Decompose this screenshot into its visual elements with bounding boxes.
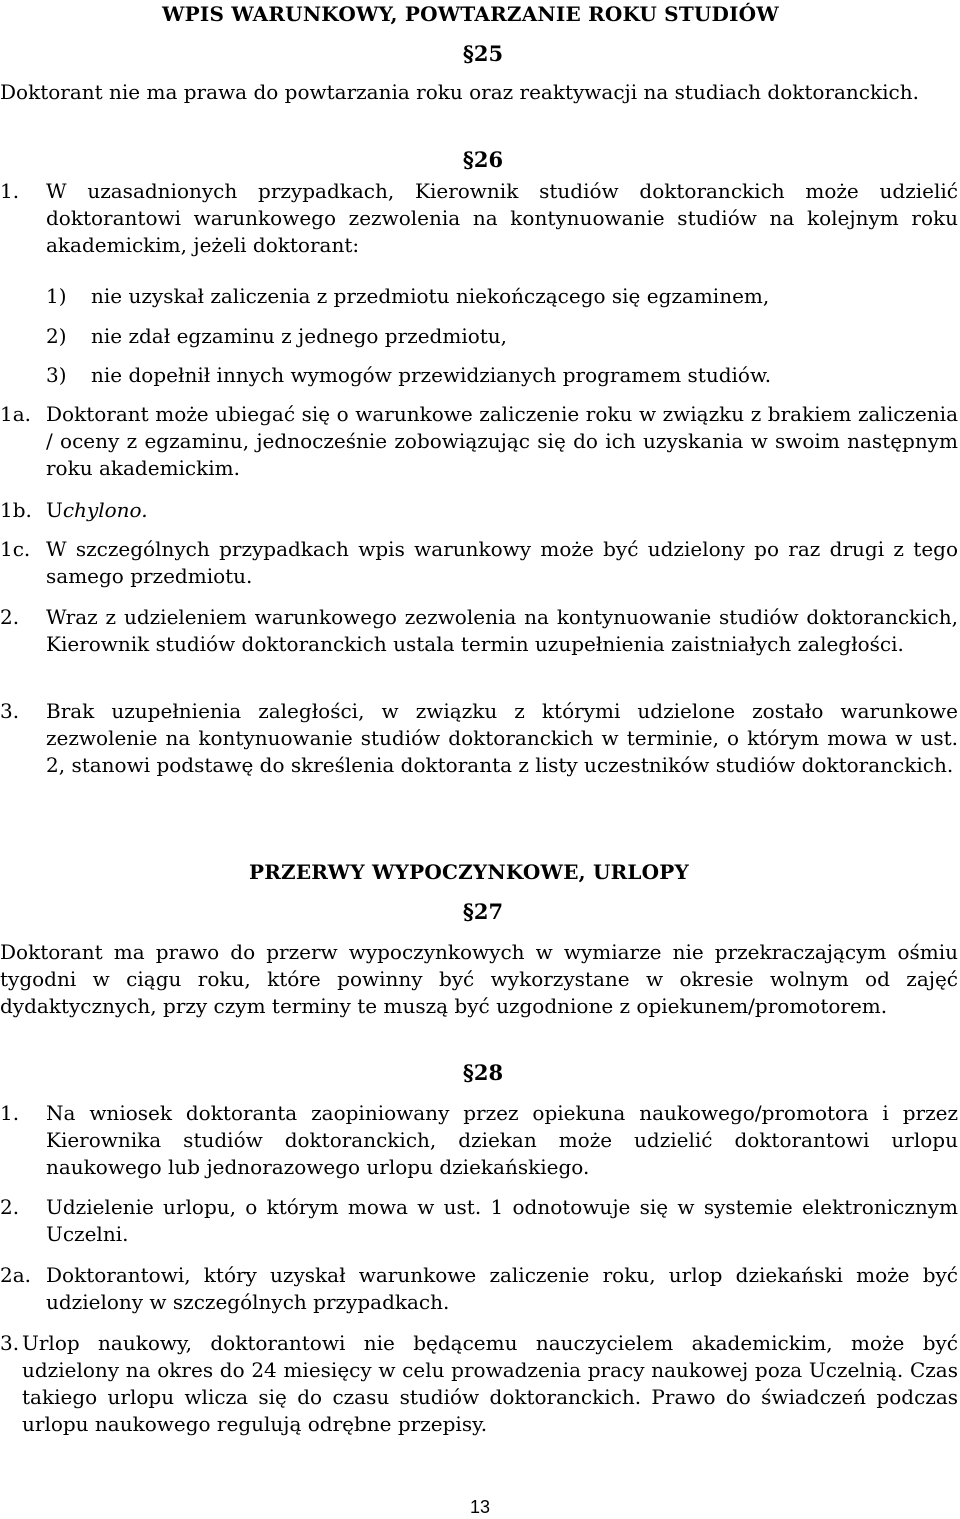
list-item-26-1b <box>0 497 958 524</box>
sub-item-text: nie uzyskał zaliczenia z przedmiotu niekończącego się egzaminem, <box>91 284 770 308</box>
list-item-number: 3. <box>0 699 20 723</box>
paragraph-mark-26: §26 <box>462 147 504 172</box>
list-item-26-2 <box>0 604 958 658</box>
list-item-number: 1c. <box>0 537 31 561</box>
sub-item-number: 1) <box>46 284 67 308</box>
repealed-text: chylono. <box>62 498 148 522</box>
sub-item-number: 3) <box>46 363 67 387</box>
list-item-26-3 <box>0 698 958 779</box>
list-item-text: Na wniosek doktoranta zaopiniowany przez opiekuna naukowego/promotora i przez Kierownika studiów doktoranckich, dziekan może udzielić doktorantowi urlopu naukowego lub jednorazowego urlopu dziekańskiego. <box>46 1101 958 1179</box>
list-item-text: Urlop naukowy, doktorantowi nie będącemu nauczycielem akademickim, może być udzielony na okres do 24 miesięcy w celu prowadzenia pracy naukowej poza Uczelnią. Czas takiego urlopu wlicza się do czasu studiów doktoranckich. Prawo do świadczeń podczas urlopu naukowego regulują odrębne przepisy. <box>22 1331 958 1436</box>
list-item-28-1 <box>0 1100 958 1181</box>
list-item-number: 2a. <box>0 1263 32 1287</box>
list-item-28-3 <box>0 1330 958 1438</box>
section-title-wpis-warunkowy: WPIS WARUNKOWY, POWTARZANIE ROKU STUDIÓW <box>162 2 779 26</box>
section-title-przerwy-urlopy: PRZERWY WYPOCZYNKOWE, URLOPY <box>249 860 690 884</box>
list-item-28-2 <box>0 1194 958 1248</box>
list-item-text: Udzielenie urlopu, o którym mowa w ust. 1 odnotowuje się w systemie elektronicznym Uczelni. <box>46 1195 958 1246</box>
sub-item-number: 2) <box>46 324 67 348</box>
sub-item-1 <box>46 283 926 310</box>
paragraph-25-text: Doktorant nie ma prawa do powtarzania roku oraz reaktywacji na studiach doktoranckich. <box>0 80 919 104</box>
list-item-number: 1a. <box>0 402 32 426</box>
list-item-text: Doktorant może ubiegać się o warunkowe zaliczenie roku w związku z brakiem zaliczenia / oceny z egzaminu, jednocześnie zobowiązując się do ich uzyskania w swoim następnym roku akademickim. <box>46 402 958 480</box>
list-item-text: W uzasadnionych przypadkach, Kierownik studiów doktoranckich może udzielić doktorantowi warunkowego zezwolenia na kontynuowanie studiów na kolejnym roku akademickim, jeżeli doktorant: <box>46 179 958 257</box>
list-item-number: 3. <box>0 1331 20 1355</box>
list-item-26-1a <box>0 401 958 482</box>
list-item-text: W szczególnych przypadkach wpis warunkowy może być udzielony po raz drugi z tego samego przedmiotu. <box>46 537 958 588</box>
page-number: 13 <box>469 1497 491 1517</box>
paragraph-mark-28: §28 <box>462 1060 504 1085</box>
list-item-text: Wraz z udzieleniem warunkowego zezwolenia na kontynuowanie studiów doktoranckich, Kierownik studiów doktoranckich ustala termin uzupełnienia zaistniałych zaległości. <box>46 605 958 656</box>
sub-item-3 <box>46 362 926 389</box>
list-item-26-1 <box>0 178 958 259</box>
repealed-initial: U <box>46 498 63 522</box>
paragraph-27-text: Doktorant ma prawo do przerw wypoczynkowych w wymiarze nie przekraczającym ośmiu tygodni w ciągu roku, które powinny być wykorzystane w okresie wolnym od zajęć dydaktycznych, przy czym terminy te muszą być uzgodnione z opiekunem/promotorem. <box>0 940 958 1018</box>
paragraph-mark-25: §25 <box>462 41 504 66</box>
list-item-number: 1. <box>0 1101 20 1125</box>
list-item-number: 2. <box>0 605 20 629</box>
sub-item-2 <box>46 323 926 350</box>
list-item-number: 2. <box>0 1195 20 1219</box>
list-item-number: 1. <box>0 179 20 203</box>
list-item-text: Brak uzupełnienia zaległości, w związku z którymi udzielone zostało warunkowe zezwolenie na kontynuowanie studiów doktoranckich w terminie, o którym mowa w ust. 2, stanowi podstawę do skreślenia doktoranta z listy uczestników studiów doktoranckich. <box>46 699 958 777</box>
sub-item-text: nie zdał egzaminu z jednego przedmiotu, <box>91 324 508 348</box>
sub-item-text: nie dopełnił innych wymogów przewidzianych programem studiów. <box>91 363 772 387</box>
paragraph-mark-27: §27 <box>462 899 504 924</box>
list-item-text: Doktorantowi, który uzyskał warunkowe zaliczenie roku, urlop dziekański może być udzielony w szczególnych przypadkach. <box>46 1263 958 1314</box>
list-item-text <box>46 497 958 524</box>
list-item-number: 1b. <box>0 498 32 522</box>
list-item-26-1c <box>0 536 958 590</box>
list-item-28-2a <box>0 1262 958 1316</box>
